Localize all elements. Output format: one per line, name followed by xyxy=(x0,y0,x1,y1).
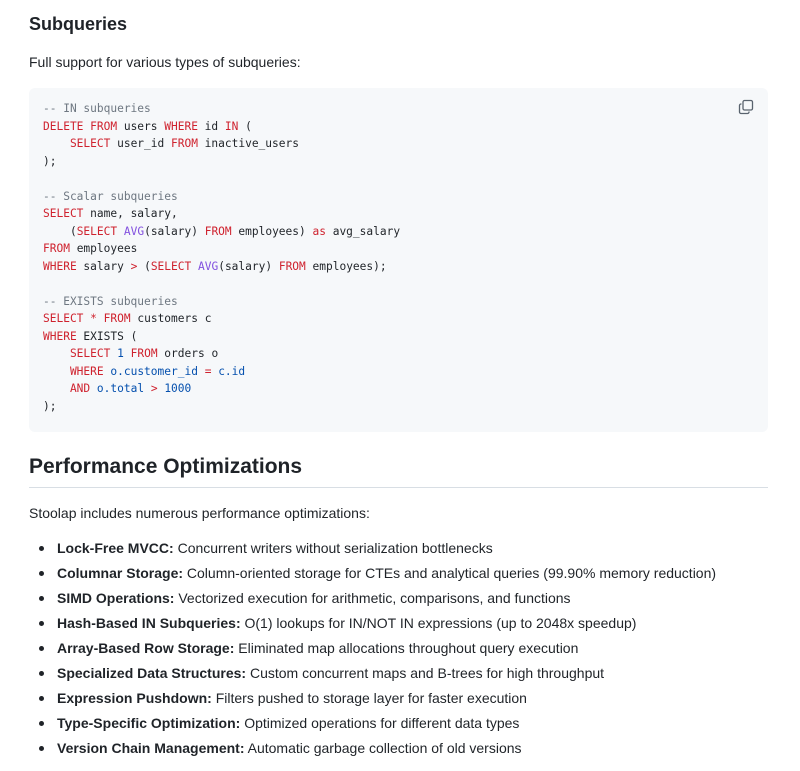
list-item: SIMD Operations: Vectorized execution for arithmetic, comparisons, and functions xyxy=(29,586,769,611)
copy-icon[interactable] xyxy=(738,99,754,115)
code-block xyxy=(29,88,768,432)
list-item: Lock-Free MVCC: Concurrent writers without serialization bottlenecks xyxy=(29,536,769,561)
optimizations-list xyxy=(29,536,769,761)
code-text: -- IN subqueries DELETE FROM users WHERE id IN ( SELECT user_id FROM inactive_users ); -- Scalar subqueries SELECT name, salary, (SELECT AVG(salary) FROM employees) as avg_salary FROM employees WHERE salary > (SELECT AVG(salary) FROM employees); -- EXISTS subqueries SELECT * FROM customers c WHERE EXISTS ( SELECT 1 FROM orders o WHERE o.customer_id = c.id AND o.total > 1000 ); xyxy=(43,102,401,413)
subqueries-heading: Subqueries xyxy=(29,14,128,34)
list-item: Array-Based Row Storage: Eliminated map allocations throughout query execution xyxy=(29,636,769,661)
list-item: Columnar Storage: Column-oriented storage for CTEs and analytical queries (99.90% memory reduction) xyxy=(29,561,769,586)
performance-heading: Performance Optimizations xyxy=(29,455,303,478)
list-item: Type-Specific Optimization: Optimized operations for different data types xyxy=(29,711,769,736)
heading-divider xyxy=(29,487,768,488)
list-item: Specialized Data Structures: Custom concurrent maps and B-trees for high throughput xyxy=(29,661,769,686)
list-item: Expression Pushdown: Filters pushed to storage layer for faster execution xyxy=(29,686,769,711)
list-item: Hash-Based IN Subqueries: O(1) lookups for IN/NOT IN expressions (up to 2048x speedup) xyxy=(29,611,769,636)
subqueries-intro: Full support for various types of subqueries: xyxy=(29,54,301,70)
performance-intro: Stoolap includes numerous performance optimizations: xyxy=(29,505,370,521)
list-item: Version Chain Management: Automatic garbage collection of old versions xyxy=(29,736,769,761)
